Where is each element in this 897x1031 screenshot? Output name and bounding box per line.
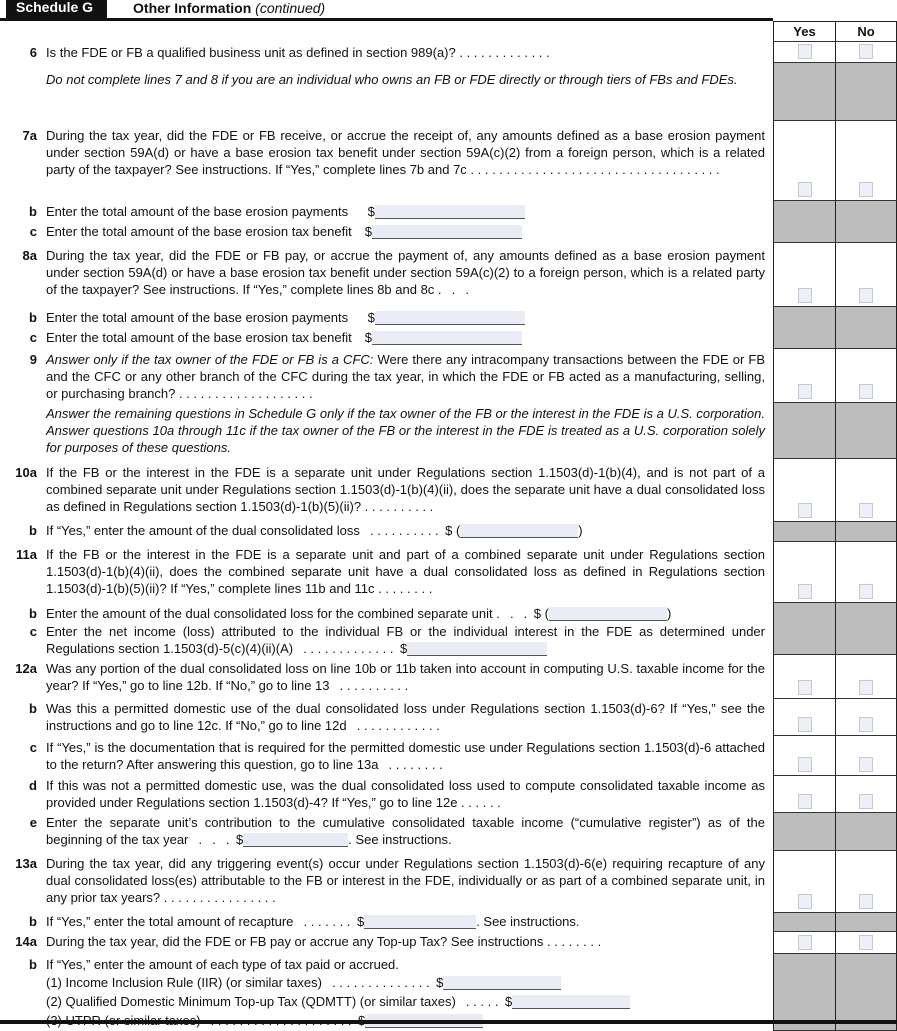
line-8a-no-cell [835, 243, 897, 307]
note-6-yes-shaded-cell [773, 63, 835, 121]
line-12a-no-cell [835, 655, 897, 699]
line-9-italic-lead: Answer only if the tax owner of the FDE or FB is a CFC: [46, 352, 374, 367]
line-7a-yes-cell [773, 121, 835, 201]
line-8c-number: c [29, 330, 37, 345]
line-9-yes-checkbox[interactable] [798, 384, 812, 399]
line-8c-label: Enter the total amount of the base erosion tax benefit $ [46, 329, 765, 349]
line-11b-amount-input[interactable] [549, 607, 667, 621]
line-9-question: Answer only if the tax owner of the FDE or FB is a CFC: Were there any intracompany transactions between the FDE or FB and the CFC or any other branch of the CFC during the tax year, in which the FDE or FB acted as a manufacturing, selling, or purchasing branch? . . . . . . . . . . . . . . . . . . . [46, 352, 765, 401]
row-lines-7b-7c [0, 201, 897, 243]
note-6-text: Do not complete lines 7 and 8 if you are an individual who owns an FB or FDE directly or through tiers of FBs and FDEs. [46, 72, 738, 87]
line-10b-number: b [29, 523, 37, 538]
line-14a-number: 14a [15, 934, 37, 949]
line-7b-amount-input[interactable] [375, 205, 525, 219]
line-6-number: 6 [29, 45, 37, 60]
line-9-no-checkbox[interactable] [859, 384, 873, 399]
row-line-12c [0, 736, 897, 776]
line-7a-no-checkbox[interactable] [859, 182, 873, 197]
line-8c-amount-input[interactable] [372, 331, 522, 345]
line-13b-number: b [29, 914, 37, 929]
line-12d-no-cell [835, 776, 897, 813]
section-title [133, 0, 325, 18]
line-12b-question: Was this a permitted domestic use of the dual consolidated loss under Regulations section 1.1503(d)-6? If “Yes,” see the instructions and go to line 12c. If “No,” go to line 12d . . . . . . . . . . . . [46, 701, 765, 733]
line-12a-yes-checkbox[interactable] [798, 680, 812, 695]
line-12e-label: Enter the separate unit’s contribution to the cumulative consolidated taxable income (“cumulative register”) as of the beginning of the tax year . . . $ . See instructions. [46, 815, 765, 847]
line-13a-no-cell [835, 851, 897, 913]
line-14b1-amount-input[interactable] [443, 976, 561, 990]
line-7b-number: b [29, 204, 37, 219]
section-title-text: Other Information [133, 0, 252, 16]
line-12e-number: e [29, 815, 37, 830]
line-13b-yes-shaded-cell [773, 913, 835, 932]
line-7c-label: Enter the total amount of the base erosion tax benefit $ [46, 223, 765, 243]
line-6-no-cell [835, 42, 897, 63]
line-9-number: 9 [29, 352, 37, 367]
line-10b-yes-shaded-cell [773, 522, 835, 542]
line-10a-number: 10a [15, 465, 37, 480]
line-9-yes-cell [773, 349, 835, 403]
line-12b-no-checkbox[interactable] [859, 717, 873, 732]
line-10a-no-cell [835, 459, 897, 522]
line-12a-yes-cell [773, 655, 835, 699]
line-10a-no-checkbox[interactable] [859, 503, 873, 518]
row-line-10b [0, 522, 897, 542]
row-line-12a [0, 655, 897, 699]
line-7b-label: Enter the total amount of the base erosion payments $ [46, 203, 765, 223]
line-8b-label: Enter the total amount of the base erosion payments $ [46, 309, 765, 329]
line-12a-no-checkbox[interactable] [859, 680, 873, 695]
line-12d-no-checkbox[interactable] [859, 794, 873, 809]
line-10a-yes-cell [773, 459, 835, 522]
page-bottom-rule [0, 1020, 897, 1024]
lines-8bc-yes-shaded-cell [773, 307, 835, 349]
line-13a-question: During the tax year, did any triggering event(s) occur under Regulations section 1.1503(d)-6(e) requiring recapture of any dual consolidated loss(es) attributable to the FB or interest in the FDE, individually or as part of a combined separate unit, in any prior tax years? . . . . . . . . . . . . . . . . [46, 856, 765, 905]
line-14b1-label: (1) Income Inclusion Rule (IIR) (or similar taxes) . . . . . . . . . . . . . . $ [46, 974, 765, 993]
schedule-g-tab: Schedule G [6, 0, 107, 18]
row-line-13b [0, 913, 897, 932]
line-14b-intro: If “Yes,” enter the amount of each type of tax paid or accrued. [46, 957, 399, 972]
no-column-header: No [835, 21, 897, 42]
line-12b-yes-cell [773, 699, 835, 736]
line-7a-number: 7a [22, 128, 37, 143]
line-11a-number: 11a [16, 547, 37, 562]
line-11b-number: b [29, 606, 37, 621]
question-table [0, 21, 897, 1020]
section-title-continued: (continued) [255, 0, 326, 16]
line-7c-number: c [29, 224, 37, 239]
row-lines-11b-11c [0, 603, 897, 655]
row-line-7a [0, 121, 897, 201]
note-9-yes-shaded-cell [773, 403, 835, 459]
line-13a-yes-cell [773, 851, 835, 913]
line-10a-yes-checkbox[interactable] [798, 503, 812, 518]
line-12b-yes-checkbox[interactable] [798, 717, 812, 732]
line-14b2-label: (2) Qualified Domestic Minimum Top-up Tax (QDMTT) (or similar taxes) . . . . . $ [46, 993, 765, 1012]
line-11a-yes-checkbox[interactable] [798, 584, 812, 599]
line-13b-amount-input[interactable] [364, 915, 476, 929]
line-7a-no-cell [835, 121, 897, 201]
line-12b-number: b [29, 701, 37, 716]
line-12d-question: If this was not a permitted domestic use, was the dual consolidated loss used to compute consolidated taxable income as provided under Regulations section 1.1503(d)-4? If “Yes,” go to line 12e . . . . . . [46, 778, 765, 810]
line-14a-question: During the tax year, did the FDE or FB pay or accrue any Top-up Tax? See instructions . . . . . . . . [46, 934, 602, 949]
line-12c-question: If “Yes,” is the documentation that is required for the permitted domestic use under Regulations section 1.1503(d)-6 attached to the return? After answering this question, go to line 13a . . . . . . . . [46, 740, 765, 772]
line-6-question: Is the FDE or FB a qualified business unit as defined in section 989(a)? . . . . . . . . . . . . . [46, 45, 550, 60]
line-7a-question: During the tax year, did the FDE or FB receive, or accrue the receipt of, any amounts defined as a base erosion payment under section 59A(d) or have a base erosion tax benefit under section 59A(c)(2) from a foreign person, which is a related party of the taxpayer? See instructions. If “Yes,” complete lines 7b and 7c . . . . . . . . . . . . . . . . . . . . . . . . . . . . . . . . . . . [46, 128, 765, 177]
line-8a-yes-checkbox[interactable] [798, 288, 812, 303]
yes-column-header: Yes [773, 21, 835, 42]
line-14b2-amount-input[interactable] [512, 995, 630, 1009]
line-13b-label: If “Yes,” enter the total amount of recapture . . . . . . . $ . See instructions. [46, 914, 580, 929]
lines-8bc-no-shaded-cell [835, 307, 897, 349]
lines-7bc-no-shaded-cell [835, 201, 897, 243]
line-12b-no-cell [835, 699, 897, 736]
line-8a-number: 8a [22, 248, 37, 263]
line-8b-amount-input[interactable] [375, 311, 525, 325]
line-12e-no-shaded-cell [835, 813, 897, 851]
line-7a-yes-checkbox[interactable] [798, 182, 812, 197]
line-12c-no-cell [835, 736, 897, 776]
column-header-spacer [0, 21, 773, 42]
lines-11bc-no-shaded-cell [835, 603, 897, 655]
line-11a-no-cell [835, 542, 897, 603]
line-8a-no-checkbox[interactable] [859, 288, 873, 303]
line-12d-yes-cell [773, 776, 835, 813]
line-13a-yes-checkbox[interactable] [798, 894, 812, 909]
row-note-6 [0, 63, 897, 121]
row-line-8a [0, 243, 897, 307]
row-line-14a [0, 932, 897, 954]
line-12e-yes-shaded-cell [773, 813, 835, 851]
line-10b-amount-input[interactable] [460, 524, 578, 538]
line-12a-question: Was any portion of the dual consolidated loss on line 10b or 11b taken into account in computing U.S. taxable income for the year? If “Yes,” go to line 12b. If “No,” go to line 13 . . . . . . . . . . [46, 661, 765, 693]
line-11a-yes-cell [773, 542, 835, 603]
row-line-6 [0, 42, 897, 63]
line-14a-no-checkbox[interactable] [859, 935, 873, 950]
line-13a-number: 13a [15, 856, 37, 871]
note-9-no-shaded-cell [835, 403, 897, 459]
line-12c-yes-checkbox[interactable] [798, 757, 812, 772]
line-12c-number: c [29, 740, 37, 755]
note-9-text: Answer the remaining questions in Schedule G only if the tax owner of the FB or the interest in the FDE is a U.S. corporation. Answer questions 10a through 11c if the tax owner of the FB or the interest in the FDE is treated as a U.S. corporation solely for purposes of these questions. [46, 406, 765, 455]
row-line-10a [0, 459, 897, 522]
line-11c-label: Enter the net income (loss) attributed to the individual FB or the individual interest in the FDE as determined under Regulations section 1.1503(d)-5(c)(4)(ii)(A) . . . . . . . . . . . . . $ [46, 624, 765, 656]
row-line-9 [0, 349, 897, 403]
row-note-9 [0, 403, 897, 459]
line-11a-question: If the FB or the interest in the FDE is a separate unit and part of a combined separate unit under Regulations section 1.1503(d)-1(b)(4)(ii), does the combined separate unit have a dual consolidated loss as defined in Regulations section 1.1503(d)-1(b)(5)(ii)? If “Yes,” complete lines 11b and 11c . . . . . . . . [46, 547, 765, 596]
column-header-row [0, 21, 897, 42]
form-header [0, 0, 897, 21]
line-12c-yes-cell [773, 736, 835, 776]
line-10b-label: If “Yes,” enter the amount of the dual consolidated loss . . . . . . . . . . $ ( ) [46, 523, 583, 538]
line-14a-yes-checkbox[interactable] [798, 935, 812, 950]
line-14a-no-cell [835, 932, 897, 954]
lines-7bc-yes-shaded-cell [773, 201, 835, 243]
row-line-12b [0, 699, 897, 736]
line-12d-number: d [29, 778, 37, 793]
line-8a-question: During the tax year, did the FDE or FB pay, or accrue the payment of, any amounts defined as a base erosion payment under section 59A(d) or have a base erosion tax benefit under section 59A(c)(2) to a foreign person, which is a related party of the taxpayer? See instructions. If “Yes,” complete lines 8b and 8c . . . [46, 248, 765, 297]
line-11b-label: Enter the amount of the dual consolidated loss for the combined separate unit . . . $ ( ) [46, 606, 672, 621]
line-7c-amount-input[interactable] [372, 225, 522, 239]
line-11a-no-checkbox[interactable] [859, 584, 873, 599]
line-6-yes-cell [773, 42, 835, 63]
row-line-13a [0, 851, 897, 913]
line-10b-no-shaded-cell [835, 522, 897, 542]
row-lines-8b-8c [0, 307, 897, 349]
line-14b-number: b [29, 957, 37, 972]
line-13b-no-shaded-cell [835, 913, 897, 932]
line-10a-question: If the FB or the interest in the FDE is a separate unit under Regulations section 1.1503(d)-1(b)(4), and is not part of a combined separate unit under Regulations section 1.1503(d)-1(b)(4)(ii), does the separate unit have a dual consolidated loss as defined in Regulations section 1.1503(d)-1(b)(5)(ii)? . . . . . . . . . . [46, 465, 765, 514]
line-12d-yes-checkbox[interactable] [798, 794, 812, 809]
line-12e-amount-input[interactable] [243, 833, 348, 847]
line-11c-amount-input[interactable] [407, 642, 547, 656]
line-14a-yes-cell [773, 932, 835, 954]
line-6-no-checkbox[interactable] [859, 44, 873, 59]
line-8a-yes-cell [773, 243, 835, 307]
row-line-12d [0, 776, 897, 813]
line-12c-no-checkbox[interactable] [859, 757, 873, 772]
line-12a-number: 12a [15, 661, 37, 676]
line-8b-number: b [29, 310, 37, 325]
note-6-no-shaded-cell [835, 63, 897, 121]
form-header-right-spacer [773, 0, 897, 21]
line-9-no-cell [835, 349, 897, 403]
row-line-12e [0, 813, 897, 851]
line-13a-no-checkbox[interactable] [859, 894, 873, 909]
form-header-left [0, 0, 773, 21]
row-line-11a [0, 542, 897, 603]
line-11c-number: c [29, 624, 37, 639]
lines-11bc-yes-shaded-cell [773, 603, 835, 655]
line-6-yes-checkbox[interactable] [798, 44, 812, 59]
